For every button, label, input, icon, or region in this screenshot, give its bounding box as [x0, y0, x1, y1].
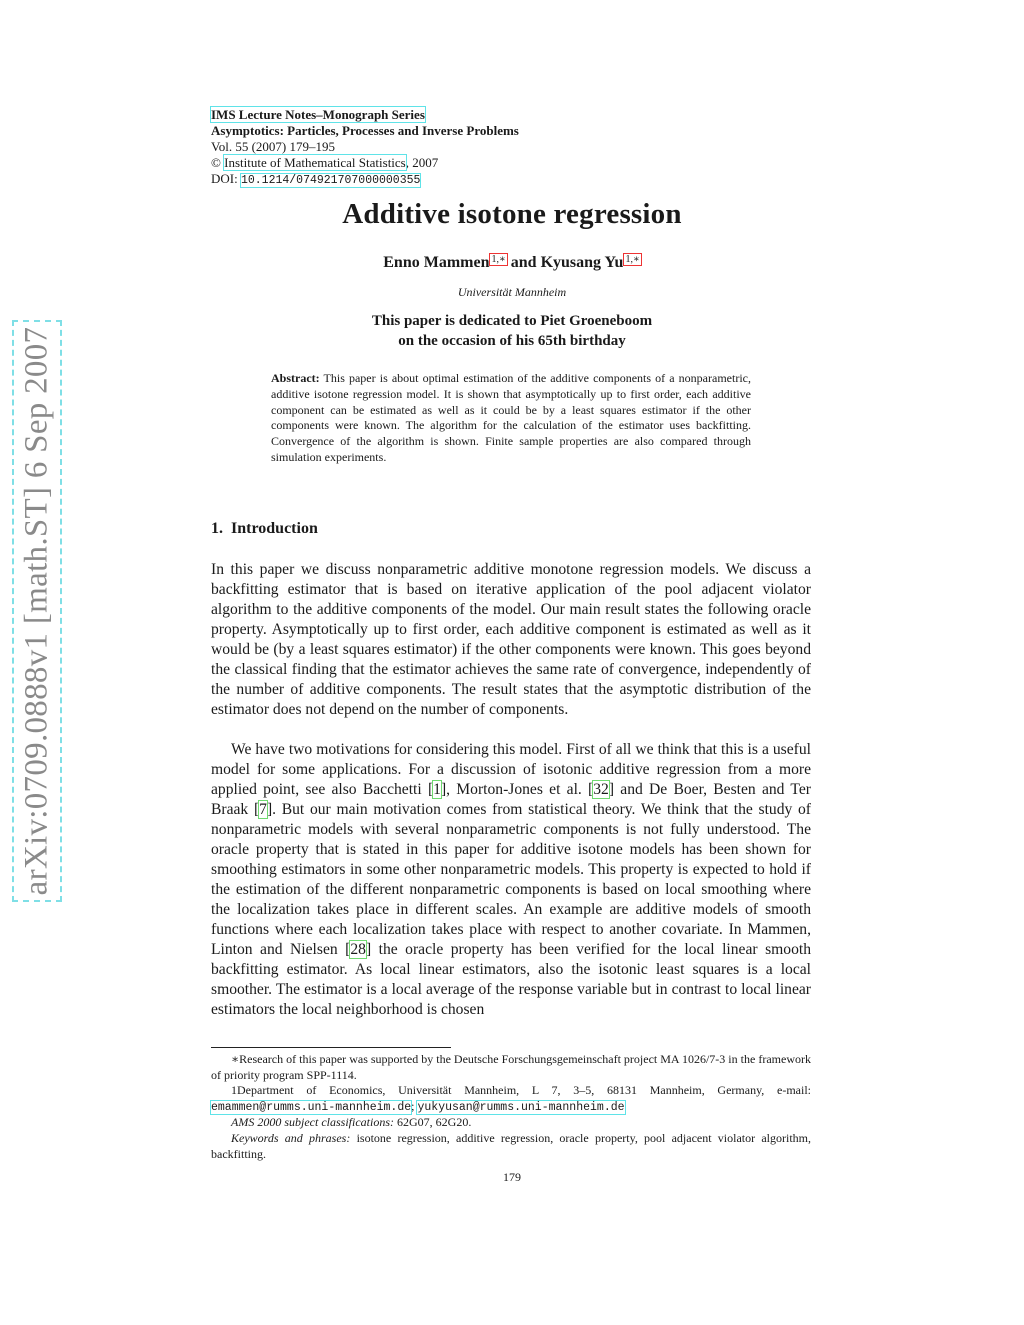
dedication [0, 311, 1024, 351]
abstract-text: This paper is about optimal estimation of the additive components of a nonparametric, additive isotone regression model. It is shown that asymptotically up to first order, each additive component can be estimated as well as it could be by a least squares estimator if the other components were known. The algorithm for the calculation of the estimator uses backfitting. Convergence of the algorithm is shown. Finite sample properties are also compared through simulation experiments. [271, 371, 751, 464]
citation-link-28[interactable]: 28 [350, 941, 366, 958]
keywords-label: Keywords and phrases: [231, 1130, 351, 1145]
ams-label: AMS 2000 subject classifications: [231, 1115, 394, 1130]
author-conjunction: and [510, 254, 537, 271]
series-link[interactable]: IMS Lecture Notes–Monograph Series [211, 107, 425, 122]
author-2: Kyusang Yu [540, 254, 624, 271]
email-separator: ; [411, 1098, 418, 1113]
email-link-1[interactable]: emammen@rumms.uni-mannheim.de [211, 1100, 412, 1114]
author-1-footnote-link[interactable]: 1,∗ [491, 254, 506, 265]
footnote-rule [211, 1047, 451, 1048]
dedication-line-1: This paper is dedicated to Piet Groeneboom [371, 313, 653, 329]
footnotes [211, 1052, 811, 1162]
footnote-ams [211, 1115, 811, 1131]
intro-paragraph-2: We have two motivations for considering this model. First of all we think that this is a useful model for some applications. For a discussion of isotonic additive regression from a more applied point, see also Bacchetti [1], Morton-Jones et al. [32] and De Boer, Besten and Ter Braak [7]. But our main motivation comes from statistical theory. We think that the study of nonparametric models with several nonparametric components is not fully understood. The oracle property that is stated in this paper for additive isotone models has been shown for smoothing estimators in some other nonparametric models. This property is expected to hold if the estimation of the different nonparametric components is based on local smoothing where the localization takes place in different scales. An example are additive models of smooth functions where each localization takes place with respect to another covariate. In Mammen, Linton and Nielsen [28] the oracle property has been verified for the local linear smooth backfitting estimator. As local linear estimators, also the isotonic least squares is a local smoother. The estimator is a local average of the response variable but in contrast to local linear estimators the local neighborhood is chosen [211, 741, 811, 1018]
copyright-year: , 2007 [405, 155, 439, 170]
copyright-line [211, 155, 519, 171]
series-header [211, 107, 519, 189]
abstract [271, 371, 751, 466]
doi-label: DOI: [211, 171, 238, 186]
doi-line [211, 171, 519, 189]
ams-value: 62G07, 62G20. [393, 1115, 472, 1130]
keywords-value: isotone regression, additive regression, oracle property, pool adjacent violator algorithm, backfitting. [211, 1130, 811, 1161]
para2-text-a: We have two motivations for considering this model. First of all we think that this is a useful model for some applications. For a discussion of isotonic additive regression from a more applied point, see also Bacchetti [211, 741, 811, 798]
abstract-label: Abstract: [271, 371, 320, 385]
para2-text-c: and De Boer, Besten and Ter Braak [211, 781, 811, 818]
footnote-funding: ∗Research of this paper was supported by the Deutsche Forschungsgemeinschaft project MA 1026/7-3 in the framework of priority program SPP-1114. [211, 1052, 811, 1082]
author-2-footnote-link[interactable]: 1,∗ [625, 254, 640, 265]
para2-text-d: . But our main motivation comes from statistical theory. We think that the study of nonparametric models with several nonparametric components is not fully understood. The oracle property that is stated in this paper for additive isotone models has been shown for smoothing estimators in some other nonparametric models. This property is expected to hold if the estimation of the different nonparametric components is based on local smoothing where the localization takes place in different scales. An example are additive models of smooth functions where each localization takes place with respect to another covariate. In Mammen, Linton and Nielsen [211, 801, 811, 958]
author-line [0, 254, 1024, 272]
book-title: Asymptotics: Particles, Processes and Inverse Problems [211, 123, 519, 138]
volume-info: Vol. 55 (2007) 179–195 [211, 139, 335, 154]
arxiv-stamp [12, 320, 62, 902]
section-number: 1. [211, 520, 223, 537]
doi-link[interactable]: 10.1214/074921707000000355 [240, 174, 421, 187]
citation-link-32[interactable]: 32 [593, 781, 609, 798]
author-1: Enno Mammen [383, 254, 490, 271]
footnote-affiliation-text: 1Department of Economics, Universität Mannheim, L 7, 3–5, 68131 Mannheim, Germany, e-mail: [231, 1083, 811, 1098]
paper-title: Additive isotone regression [342, 198, 682, 230]
para2-text-e: the oracle property has been verified for the local linear smooth backfitting estimator. As local linear estimators, also the isotonic least squares is a local smoother. The estimator is a local average of the response variable but in contrast to local linear estimators the local neighborhood is chosen [211, 941, 811, 1018]
arxiv-stamp-text: arXiv:0709.0888v1 [math.ST] 6 Sep 2007 [18, 326, 55, 896]
section-heading [211, 520, 318, 538]
page-number: 179 [503, 1170, 521, 1184]
affiliation: Universität Mannheim [457, 285, 567, 299]
email-link-2[interactable]: yukyusan@rumms.uni-mannheim.de [417, 1100, 625, 1114]
dedication-line-2: on the occasion of his 65th birthday [398, 333, 626, 349]
footnote-affiliation [211, 1083, 811, 1115]
footnote-keywords [211, 1131, 811, 1162]
publisher-link[interactable]: Institute of Mathematical Statistics [224, 155, 406, 170]
para2-text-b: , Morton-Jones et al. [446, 781, 589, 798]
section-title: Introduction [231, 520, 318, 537]
citation-link-7[interactable]: 7 [259, 801, 267, 818]
intro-paragraph-1: In this paper we discuss nonparametric additive monotone regression models. We discuss a backfitting estimator that is based on iterative application of the pool adjacent violator algorithm to the additive components of the model. Our main result states the following oracle property. Asymptotically up to first order, each additive component is estimated as well as it would be (by a least squares estimator) if the other components were known. This goes beyond the classical finding that the estimator achieves the same rate of convergence, independently of the number of additive components. The result states that the asymptotic distribution of the estimator does not depend on the number of components. [211, 561, 811, 718]
copyright-symbol: © [211, 155, 221, 170]
citation-link-1[interactable]: 1 [433, 781, 441, 798]
